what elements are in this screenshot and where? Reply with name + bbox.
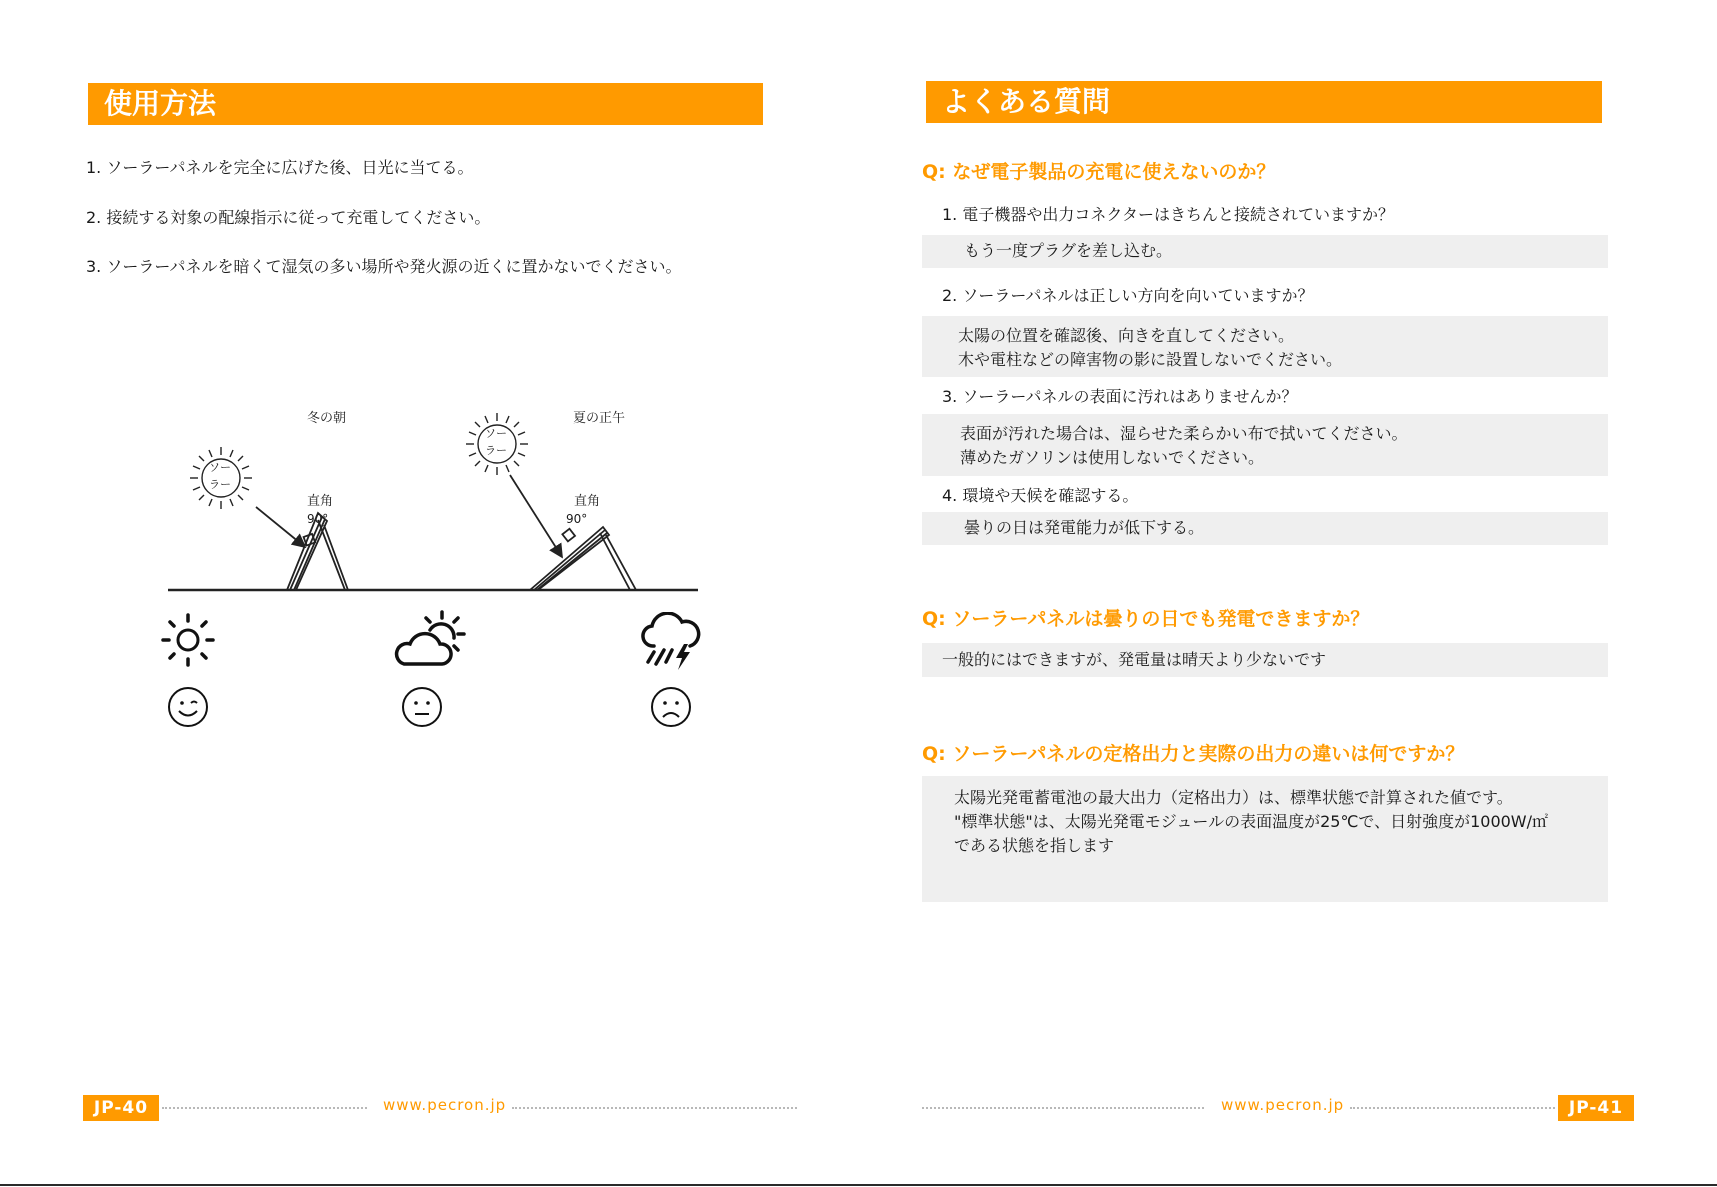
- sad-face-icon: [649, 685, 693, 729]
- usage-step-2: 2. 接続する対象の配線指示に従って充電してください。: [86, 208, 491, 227]
- sunny-icon: [160, 612, 216, 668]
- faq-q1-sub-3: 3. ソーラーパネルの表面に汚れはありませんか？: [942, 387, 1298, 406]
- faq-q1-answer-3: [922, 414, 1608, 476]
- faq-q1-answer-1: [922, 235, 1608, 268]
- sun-text-bottom: ラー: [485, 444, 507, 457]
- winter-morning-label: 冬の朝: [307, 411, 347, 426]
- faq-header: よくある質問: [926, 81, 1602, 123]
- bottom-rule: [0, 1184, 1717, 1186]
- answer-line: 太陽光発電蓄電池の最大出力（定格出力）は、標準状態で計算された値です。: [954, 788, 1513, 807]
- answer-line: 薄めたガソリンは使用しないでください。: [960, 448, 1265, 467]
- faq-question-1: Q: なぜ電子製品の充電に使えないのか？: [922, 161, 1276, 183]
- faq-q1-sub-4: 4. 環境や天候を確認する。: [942, 486, 1139, 505]
- page-number-left: JP-40: [83, 1095, 159, 1121]
- degree-label-left: 90°: [307, 512, 329, 526]
- footer-url-left[interactable]: www.pecron.jp: [383, 1096, 507, 1114]
- answer-line: 曇りの日は発電能力が低下する。: [964, 518, 1205, 537]
- answer-line: 一般的にはできますが、発電量は晴天より少ないです: [942, 650, 1327, 669]
- usage-step-3: 3. ソーラーパネルを暗くて湿気の多い場所や発火源の近くに置かないでください。: [86, 257, 682, 276]
- faq-question-2: Q: ソーラーパネルは曇りの日でも発電できますか？: [922, 608, 1370, 630]
- faq-question-3: Q: ソーラーパネルの定格出力と実際の出力の違いは何ですか？: [922, 743, 1465, 765]
- right-angle-label-right: 直角: [574, 494, 601, 509]
- footer-dots-right-b: [1350, 1107, 1555, 1109]
- faq-q1-sub-2: 2. ソーラーパネルは正しい方向を向いていますか？: [942, 286, 1314, 305]
- answer-line: 木や電柱などの障害物の影に設置しないでください。: [958, 350, 1343, 369]
- footer-dots-left-a: [162, 1107, 367, 1109]
- answer-line: 太陽の位置を確認後、向きを直してください。: [958, 326, 1295, 345]
- answer-line: である状態を指します: [954, 836, 1115, 855]
- sun-text-bottom: ラー: [209, 478, 231, 491]
- faq-q2-answer: [922, 643, 1608, 677]
- sun-text-top: ソー: [209, 461, 231, 474]
- solar-angle-diagram: [150, 395, 710, 595]
- usage-header: 使用方法: [88, 83, 763, 125]
- solar-panels-drawing: [150, 395, 710, 595]
- footer-dots-right-a: [922, 1107, 1204, 1109]
- answer-line: もう一度プラグを差し込む。: [964, 241, 1173, 260]
- faq-q3-answer: [922, 776, 1608, 902]
- neutral-face-icon: [400, 685, 444, 729]
- footer-dots-left-b: [512, 1107, 797, 1109]
- faq-q1-answer-4: [922, 512, 1608, 545]
- faq-q1-sub-1: 1. 電子機器や出力コネクターはきちんと接続されていますか？: [942, 205, 1395, 224]
- answer-line: "標準状態"は、太陽光発電モジュールの表面温度が25℃で、日射強度が1000W/㎡: [954, 812, 1549, 831]
- answer-line: 表面が汚れた場合は、湿らせた柔らかい布で拭いてください。: [960, 424, 1408, 443]
- faq-q1-answer-2: [922, 316, 1608, 377]
- page-number-right: JP-41: [1558, 1095, 1634, 1121]
- footer-url-right[interactable]: www.pecron.jp: [1221, 1096, 1345, 1114]
- summer-noon-label: 夏の正午: [573, 411, 626, 426]
- partly-cloudy-icon: [390, 608, 470, 670]
- right-angle-label-left: 直角: [307, 494, 334, 509]
- degree-label-right: 90°: [566, 512, 588, 526]
- storm-icon: [640, 612, 702, 672]
- happy-face-icon: [166, 685, 210, 729]
- usage-step-1: 1. ソーラーパネルを完全に広げた後、日光に当てる。: [86, 158, 474, 177]
- sun-text-top: ソー: [485, 427, 507, 440]
